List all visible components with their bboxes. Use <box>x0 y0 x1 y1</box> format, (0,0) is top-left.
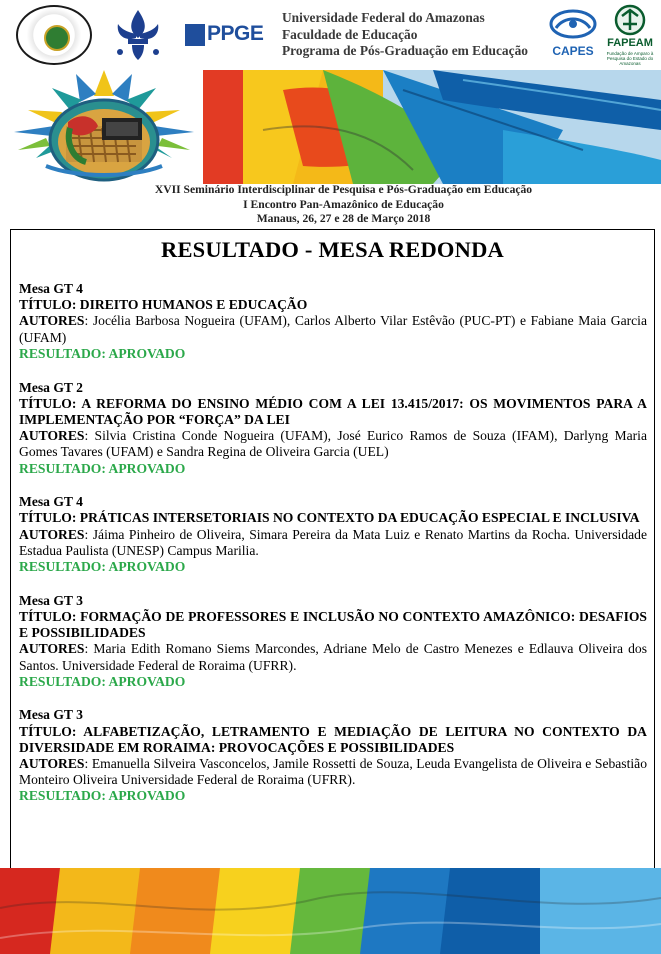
result-title: RESULTADO - MESA REDONDA <box>161 237 504 262</box>
entry-authors <box>19 428 647 460</box>
feather-footer-image <box>0 868 661 954</box>
entry-result: RESULTADO: APROVADO <box>19 559 186 575</box>
capes-logo-text: CAPES <box>552 44 594 58</box>
entry-title: TÍTULO: DIREITO HUMANOS E EDUCAÇÃO <box>19 297 308 313</box>
entry-title: TÍTULO: ALFABETIZAÇÃO, LETRAMENTO E MEDIAÇÃO DE LEITURA NO CONTEXTO DA DIVERSIDADE EM RORAIMA: PROVOCAÇÕES E POSSIBILIDADES <box>19 723 647 755</box>
entry-mesa: Mesa GT 3 <box>19 707 83 723</box>
event-title-block <box>0 183 661 227</box>
entry-authors <box>19 313 647 345</box>
fapeam-logo-subtitle: Fundação de Amparo à Pesquisa do Estado do Amazonas <box>606 51 654 66</box>
entry-title: TÍTULO: PRÁTICAS INTERSETORIAIS NO CONTEXTO DA EDUCAÇÃO ESPECIAL E INCLUSIVA <box>19 510 640 526</box>
result-entry <box>19 593 647 690</box>
ufam-seal-logo <box>16 5 92 65</box>
authors-label: AUTORES <box>19 756 85 772</box>
fapeam-emblem-icon <box>601 4 659 38</box>
entry-result: RESULTADO: APROVADO <box>19 673 186 689</box>
feather-banner-image <box>203 70 661 184</box>
entry-result: RESULTADO: APROVADO <box>19 460 186 476</box>
entry-mesa: Mesa GT 4 <box>19 494 83 510</box>
entry-authors <box>19 527 647 559</box>
entry-mesa: Mesa GT 3 <box>19 592 83 608</box>
institution-line: Faculdade de Educação <box>282 26 418 42</box>
entry-result: RESULTADO: APROVADO <box>19 345 186 361</box>
result-entry <box>19 380 647 477</box>
result-entry <box>19 707 647 804</box>
fapeam-logo-text: FAPEAM <box>607 37 653 49</box>
institution-block <box>282 10 528 60</box>
authors-text: : Emanuella Silveira Vasconcelos, Jamile Rossetti de Souza, Leuda Evangelista de Oliveira e Sebastião Monteiro Oliveira Universidade Federal de Roraima (UFRR). <box>19 756 647 788</box>
ppge-mark-icon <box>185 24 205 46</box>
event-subtitle-line: I Encontro Pan-Amazônico de Educação <box>243 197 444 211</box>
institution-line: Programa de Pós-Graduação em Educação <box>282 43 528 58</box>
event-date-line: Manaus, 26, 27 e 28 de Março 2018 <box>256 212 431 225</box>
result-entries <box>19 281 647 822</box>
event-title-line: XVII Seminário Interdisciplinar de Pesquisa e Pós-Graduação em Educação <box>154 183 533 196</box>
authors-text: : Jáima Pinheiro de Oliveira, Simara Pereira da Mata Luiz e Renato Martins da Rocha. Universidade Estadua Paulista (UNESP) Campus Marilia. <box>19 526 647 558</box>
authors-label: AUTORES <box>19 641 85 657</box>
entry-mesa: Mesa GT 4 <box>19 281 83 296</box>
header-logos <box>0 0 661 66</box>
authors-text: : Maria Edith Romano Siems Marcondes, Adriane Melo de Castro Menezes e Edlauva Oliveira dos Santos. Universidade Federal de Roraima (UFRR). <box>19 641 647 673</box>
event-emblem-image <box>6 66 202 184</box>
authors-text: : Silvia Cristina Conde Nogueira (UFAM), José Eurico Ramos de Souza (IFAM), Darlyng Maria Gomes Tavares (UFAM) e Sandra Regina de Oliveira Garcia (UEL) <box>19 428 647 460</box>
capes-emblem-icon <box>548 8 598 44</box>
capes-logo <box>548 8 598 60</box>
authors-text: : Jocélia Barbosa Nogueira (UFAM), Carlos Alberto Vilar Estêvão (PUC-PT) e Fabiane Maia Garcia (UFAM) <box>19 313 647 345</box>
ppge-logo <box>185 22 277 48</box>
institution-line: Universidade Federal do Amazonas <box>282 10 485 25</box>
entry-mesa: Mesa GT 2 <box>19 379 83 395</box>
entry-title: TÍTULO: FORMAÇÃO DE PROFESSORES E INCLUSÃO NO CONTEXTO AMAZÔNICO: DESAFIOS E POSSIBILIDADES <box>19 608 647 641</box>
entry-result: RESULTADO: APROVADO <box>19 788 186 804</box>
authors-label: AUTORES <box>19 313 85 329</box>
faced-fleur-logo <box>110 8 166 62</box>
fapeam-logo <box>601 4 659 64</box>
result-entry <box>19 494 647 575</box>
entry-authors <box>19 756 647 788</box>
ppge-logo-text: PPGE <box>207 22 264 45</box>
authors-label: AUTORES <box>19 526 85 542</box>
entry-title: TÍTULO: A REFORMA DO ENSINO MÉDIO COM A LEI 13.415/2017: OS MOVIMENTOS PARA A IMPLEMENTAÇÃO POR “FORÇA” DA LEI <box>19 395 647 427</box>
authors-label: AUTORES <box>19 428 85 444</box>
entry-authors <box>19 641 647 673</box>
result-box <box>10 229 655 871</box>
result-entry <box>19 281 647 362</box>
